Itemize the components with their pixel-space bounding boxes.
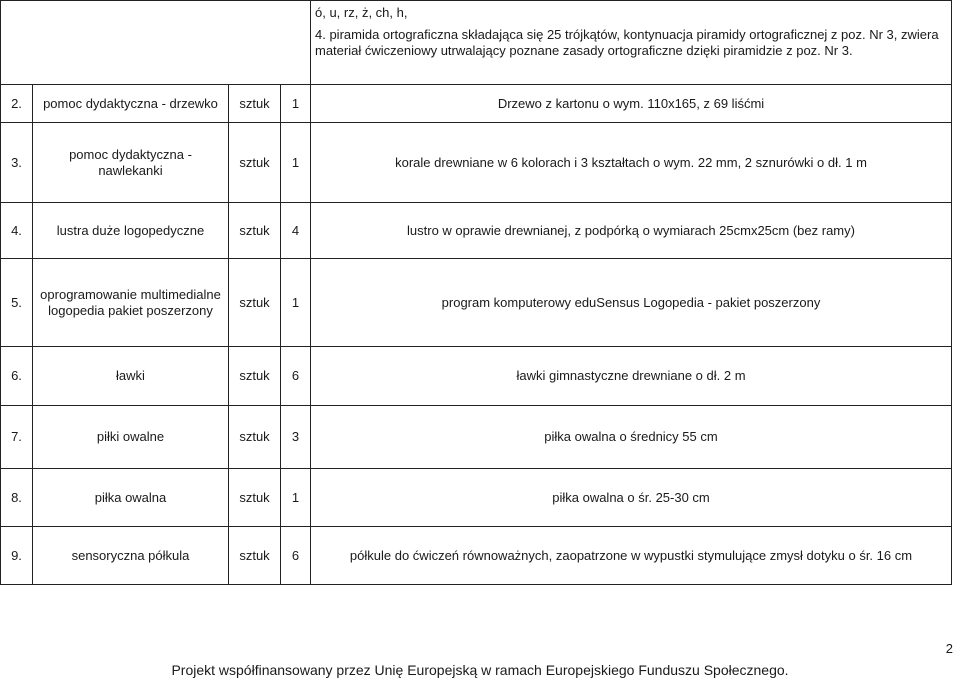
item-description: lustro w oprawie drewnianej, z podpórką o wymiarach 25cmx25cm (bez ramy) bbox=[311, 203, 952, 259]
row-number: 7. bbox=[1, 406, 33, 469]
continuation-line-1: ó, u, rz, ż, ch, h, bbox=[315, 5, 408, 20]
item-description: ławki gimnastyczne drewniane o dł. 2 m bbox=[311, 347, 952, 406]
row-number: 6. bbox=[1, 347, 33, 406]
item-qty: 6 bbox=[281, 527, 311, 585]
item-name: sensoryczna półkula bbox=[33, 527, 229, 585]
table-row bbox=[1, 85, 952, 123]
item-qty: 1 bbox=[281, 85, 311, 123]
table-row bbox=[1, 123, 952, 203]
item-name: piłki owalne bbox=[33, 406, 229, 469]
item-description: półkule do ćwiczeń równoważnych, zaopatrzone w wypustki stymulujące zmysł dotyku o śr. 16 cm bbox=[311, 527, 952, 585]
item-name: ławki bbox=[33, 347, 229, 406]
item-qty: 3 bbox=[281, 406, 311, 469]
item-name: pomoc dydaktyczna - nawlekanki bbox=[33, 123, 229, 203]
table-row-continuation bbox=[1, 1, 952, 85]
item-unit: sztuk bbox=[229, 347, 281, 406]
item-name: pomoc dydaktyczna - drzewko bbox=[33, 85, 229, 123]
item-unit: sztuk bbox=[229, 469, 281, 527]
item-unit: sztuk bbox=[229, 85, 281, 123]
item-description: korale drewniane w 6 kolorach i 3 kształtach o wym. 22 mm, 2 sznurówki o dł. 1 m bbox=[311, 123, 952, 203]
item-qty: 6 bbox=[281, 347, 311, 406]
continuation-line-2: 4. piramida ortograficzna składająca się 25 trójkątów, kontynuacja piramidy ortograficznej z poz. Nr 3, zwiera materiał ćwiczeniowy utrwalający poznane zasady ortograficzne dzięki piramidzie z poz. Nr 3. bbox=[315, 27, 939, 58]
page-footer: Projekt współfinansowany przez Unię Europejską w ramach Europejskiego Funduszu Społecznego. bbox=[171, 662, 789, 678]
row-number: 4. bbox=[1, 203, 33, 259]
item-unit: sztuk bbox=[229, 259, 281, 347]
item-unit: sztuk bbox=[229, 406, 281, 469]
table-row bbox=[1, 527, 952, 585]
item-qty: 1 bbox=[281, 259, 311, 347]
item-name: piłka owalna bbox=[33, 469, 229, 527]
item-name: lustra duże logopedyczne bbox=[33, 203, 229, 259]
row-number: 9. bbox=[1, 527, 33, 585]
item-unit: sztuk bbox=[229, 203, 281, 259]
page-number: 2 bbox=[945, 641, 953, 656]
item-description: piłka owalna o średnicy 55 cm bbox=[311, 406, 952, 469]
empty-cell bbox=[1, 1, 311, 85]
item-name: oprogramowanie multimedialne logopedia pakiet poszerzony bbox=[33, 259, 229, 347]
row-number: 8. bbox=[1, 469, 33, 527]
item-qty: 1 bbox=[281, 123, 311, 203]
row-number: 5. bbox=[1, 259, 33, 347]
item-description: piłka owalna o śr. 25-30 cm bbox=[311, 469, 952, 527]
item-unit: sztuk bbox=[229, 123, 281, 203]
row-number: 3. bbox=[1, 123, 33, 203]
row-number: 2. bbox=[1, 85, 33, 123]
item-description: Drzewo z kartonu o wym. 110x165, z 69 liśćmi bbox=[311, 85, 952, 123]
table-row bbox=[1, 347, 952, 406]
item-unit: sztuk bbox=[229, 527, 281, 585]
table-row bbox=[1, 406, 952, 469]
continuation-cell bbox=[311, 1, 952, 85]
table-row bbox=[1, 469, 952, 527]
item-qty: 1 bbox=[281, 469, 311, 527]
item-qty: 4 bbox=[281, 203, 311, 259]
table-row bbox=[1, 259, 952, 347]
table-row bbox=[1, 203, 952, 259]
item-description: program komputerowy eduSensus Logopedia - pakiet poszerzony bbox=[311, 259, 952, 347]
